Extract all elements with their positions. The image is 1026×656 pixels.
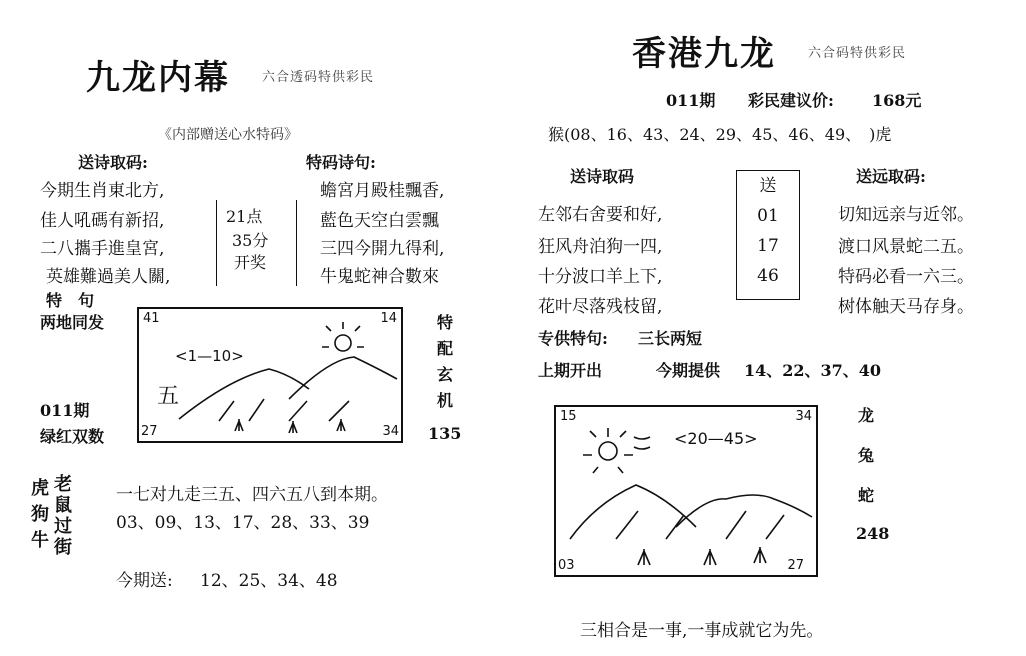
left-title-subtitle: 六合透码特供彩民 — [262, 70, 375, 85]
left-side-vertical-1: 特 — [436, 313, 453, 332]
left-give-numbers: 12、25、34、48 — [200, 571, 338, 591]
zodiac-col-2-4: 街 — [54, 537, 72, 558]
left-special-poem-line-1: 蟾宮月殿桂飄香, — [320, 181, 445, 201]
right-poem-right-heading: 送远取码: — [856, 167, 926, 186]
right-side-number: 248 — [856, 524, 890, 543]
right-mountains-icon — [570, 485, 812, 539]
right-sketch-top-right: 34 — [795, 409, 812, 424]
left-special-poem-heading: 特码诗句: — [306, 153, 376, 172]
left-side-vertical-4: 机 — [436, 391, 453, 410]
right-poem-left-line-2: 狂风舟泊狗一四, — [538, 237, 663, 257]
right-send-box-label: 送 — [759, 176, 777, 196]
left-sketch-drawing — [139, 309, 401, 441]
zodiac-col-1 — [30, 476, 50, 554]
time-note-line-3: 开奖 — [234, 253, 267, 272]
time-note-line-2: 35分 — [232, 231, 269, 250]
right-poem-left-line-3: 十分波口羊上下, — [538, 267, 663, 287]
zodiac-col-1-3: 牛 — [31, 530, 49, 551]
zodiac-col-1-1: 虎 — [31, 478, 49, 499]
right-side-vertical-2: 兔 — [857, 446, 874, 465]
right-send-box — [736, 170, 800, 300]
left-color-label: 绿红双数 — [40, 427, 105, 446]
right-poem-left-heading: 送诗取码 — [570, 167, 635, 186]
left-grass-icon — [235, 419, 345, 433]
left-sketch-bottom-left: 27 — [141, 424, 158, 439]
right-side-vertical-3: 蛇 — [857, 486, 874, 505]
right-send-box-number-3: 46 — [757, 266, 779, 286]
left-poem-pick-heading: 送诗取码: — [78, 153, 148, 172]
right-side-vertical-1: 龙 — [857, 406, 874, 425]
right-price-value: 168元 — [872, 91, 922, 110]
left-sketch-top-right: 14 — [380, 311, 397, 326]
right-sketch-bottom-left: 03 — [558, 558, 575, 573]
left-sketch-char: 五 — [157, 384, 180, 409]
right-sun-icon — [583, 428, 650, 473]
right-poem-right-line-4: 树体触天马存身。 — [838, 297, 974, 317]
right-poem-right-line-2: 渡口风景蛇二五。 — [838, 237, 974, 257]
zodiac-col-2-3: 过 — [54, 516, 72, 537]
right-send-box-number-1: 01 — [757, 206, 779, 226]
left-poem-pick-line-3: 二八攜手進皇宮, — [40, 239, 165, 259]
right-last-label: 上期开出 — [538, 361, 603, 380]
left-side-vertical-3: 玄 — [436, 365, 453, 384]
left-issue-label: 011期 — [40, 401, 90, 420]
left-give-label: 今期送: — [116, 571, 173, 591]
right-footer: 三相合是一事,一事成就它为先。 — [580, 621, 824, 641]
left-side-vertical-2: 配 — [436, 339, 453, 358]
left-sketch-top-left: 41 — [143, 311, 160, 326]
left-divider-2 — [296, 200, 297, 286]
right-send-box-number-2: 17 — [757, 236, 779, 256]
left-line-a: 一七对九走三五、四六五八到本期。 — [116, 485, 388, 505]
right-special-label: 专供特句: — [538, 329, 608, 348]
right-price-label: 彩民建议价: — [748, 91, 834, 110]
left-mountains-icon — [179, 357, 397, 421]
zodiac-col-1-2: 狗 — [31, 504, 49, 525]
zodiac-col-2-2: 鼠 — [54, 495, 72, 516]
left-tagline: 《内部赠送心水特码》 — [158, 127, 298, 143]
zodiac-col-2-1: 老 — [54, 474, 72, 495]
right-provide-numbers: 14、22、37、40 — [744, 361, 882, 380]
right-sketch-bottom-right: 27 — [787, 558, 804, 573]
right-grass-icon — [638, 547, 766, 565]
right-sketch-top-left: 15 — [560, 409, 577, 424]
left-special-poem-line-2: 藍色天空白雲飄 — [320, 211, 439, 231]
time-note-line-1: 21点 — [226, 207, 263, 226]
right-provide-label: 今期提供 — [656, 361, 721, 380]
left-side-vertical — [432, 310, 458, 414]
right-sketch-box — [554, 405, 818, 577]
right-poem-right-line-3: 特码必看一六三。 — [838, 267, 974, 287]
left-divider-1 — [216, 200, 217, 286]
left-line-b: 03、09、13、17、28、33、39 — [116, 513, 370, 533]
right-side-vertical — [854, 396, 878, 516]
right-title-subtitle: 六合码特供彩民 — [808, 46, 907, 61]
left-tejv-text: 两地同发 — [40, 313, 105, 332]
zodiac-col-2 — [52, 474, 74, 558]
right-title: 香港九龙 — [632, 34, 776, 74]
left-sketch-bottom-right: 34 — [382, 424, 399, 439]
right-special-text: 三长两短 — [638, 329, 703, 348]
left-title: 九龙内幕 — [86, 58, 230, 98]
right-monkey-line: 猴(08、16、43、24、29、45、46、49、 )虎 — [548, 125, 892, 144]
left-special-poem-line-4: 牛鬼蛇神合數來 — [320, 267, 439, 287]
left-special-poem-line-3: 三四今開九得利, — [320, 239, 445, 259]
left-sketch-box — [137, 307, 403, 443]
left-sun-icon — [322, 322, 364, 351]
right-sketch-range: <20—45> — [674, 429, 758, 448]
right-poem-left-line-4: 花叶尽落残枝留, — [538, 297, 663, 317]
left-poem-pick-line-1: 今期生肖東北方, — [40, 181, 165, 201]
right-poem-right-line-1: 切知远亲与近邻。 — [838, 205, 974, 225]
left-sketch-range: <1—10> — [175, 347, 244, 365]
left-poem-pick-line-2: 佳人吼碼有新招, — [40, 211, 165, 231]
left-tejv-label: 特 句 — [46, 291, 95, 310]
left-side-number: 135 — [428, 424, 462, 443]
right-poem-left-line-1: 左邻右舍要和好, — [538, 205, 663, 225]
left-poem-pick-line-4: 英雄難過美人關, — [46, 267, 171, 287]
right-issue: 011期 — [666, 91, 716, 110]
